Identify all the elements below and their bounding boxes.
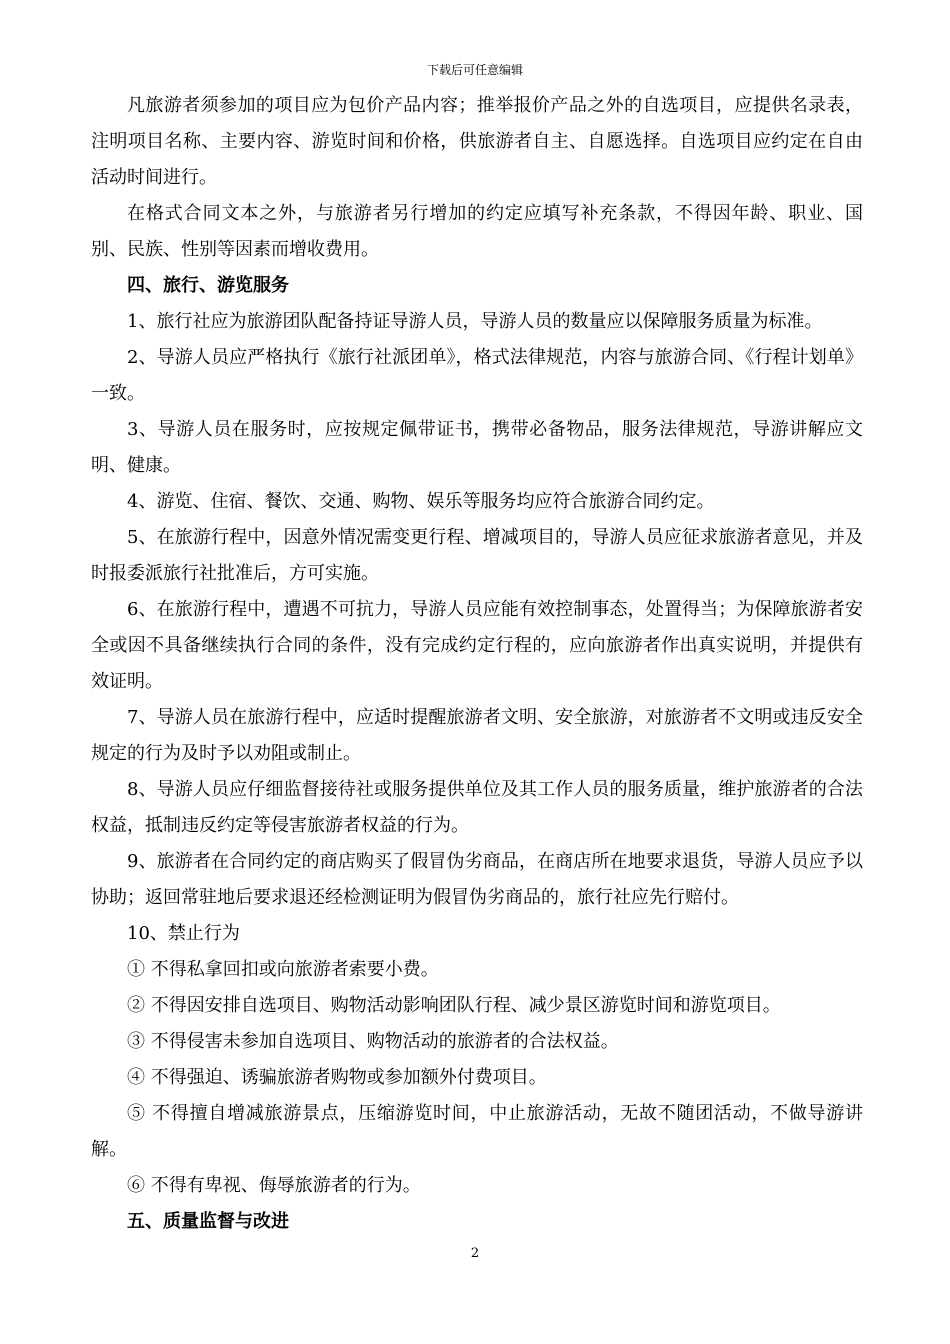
body-paragraph: 2、导游人员应严格执行《旅行社派团单》，格式法律规范，内容与旅游合同、《行程计划单》一致。 [91,347,863,404]
body-paragraph: 凡旅游者须参加的项目应为包价产品内容；推举报价产品之外的自选项目，应提供名录表，注明项目名称、主要内容、游览时间和价格，供旅游者自主、自愿选择。自选项目应约定在自由活动时间进行。 [91,95,863,188]
page-header: 下载后可任意编辑 [426,63,523,77]
body-paragraph: 5、在旅游行程中，因意外情况需变更行程、增减项目的，导游人员应征求旅游者意见，并及时报委派旅行社批准后，方可实施。 [91,527,863,584]
document-body [91,88,863,1240]
body-paragraph: ⑥ 不得有卑视、侮辱旅游者的行为。 [127,1175,421,1196]
section-heading: 四、旅行、游览服务 [127,275,289,296]
body-paragraph: ③ 不得侵害未参加自选项目、购物活动的旅游者的合法权益。 [127,1031,619,1052]
body-paragraph: 在格式合同文本之外，与旅游者另行增加的约定应填写补充条款，不得因年龄、职业、国别、民族、性别等因素而增收费用。 [91,203,863,260]
body-paragraph: 10、禁止行为 [127,923,240,944]
body-paragraph: ① 不得私拿回扣或向旅游者索要小费。 [127,959,439,980]
body-paragraph: 4、游览、住宿、餐饮、交通、购物、娱乐等服务均应符合旅游合同约定。 [127,491,715,512]
page-number: 2 [470,1246,480,1261]
body-paragraph: 1、旅行社应为旅游团队配备持证导游人员，导游人员的数量应以保障服务质量为标准。 [127,311,823,332]
body-paragraph: ⑤ 不得擅自增减旅游景点，压缩游览时间，中止旅游活动，无故不随团活动，不做导游讲解。 [91,1103,863,1160]
body-paragraph: 6、在旅游行程中，遭遇不可抗力，导游人员应能有效控制事态，处置得当；为保障旅游者安全或因不具备继续执行合同的条件，没有完成约定行程的，应向旅游者作出真实说明，并提供有效证明。 [91,599,863,692]
body-paragraph: ② 不得因安排自选项目、购物活动影响团队行程、减少景区游览时间和游览项目。 [127,995,781,1016]
body-paragraph: 7、导游人员在旅游行程中，应适时提醒旅游者文明、安全旅游，对旅游者不文明或违反安全规定的行为及时予以劝阻或制止。 [91,707,863,764]
body-paragraph: 9、旅游者在合同约定的商店购买了假冒伪劣商品，在商店所在地要求退货，导游人员应予以协助；返回常驻地后要求退还经检测证明为假冒伪劣商品的，旅行社应先行赔付。 [91,851,863,908]
body-paragraph: 3、导游人员在服务时，应按规定佩带证书，携带必备物品，服务法律规范，导游讲解应文明、健康。 [91,419,863,476]
body-paragraph: ④ 不得强迫、诱骗旅游者购物或参加额外付费项目。 [127,1067,547,1088]
body-paragraph: 8、导游人员应仔细监督接待社或服务提供单位及其工作人员的服务质量，维护旅游者的合法权益，抵制违反约定等侵害旅游者权益的行为。 [91,779,863,836]
section-heading: 五、质量监督与改进 [127,1211,289,1232]
